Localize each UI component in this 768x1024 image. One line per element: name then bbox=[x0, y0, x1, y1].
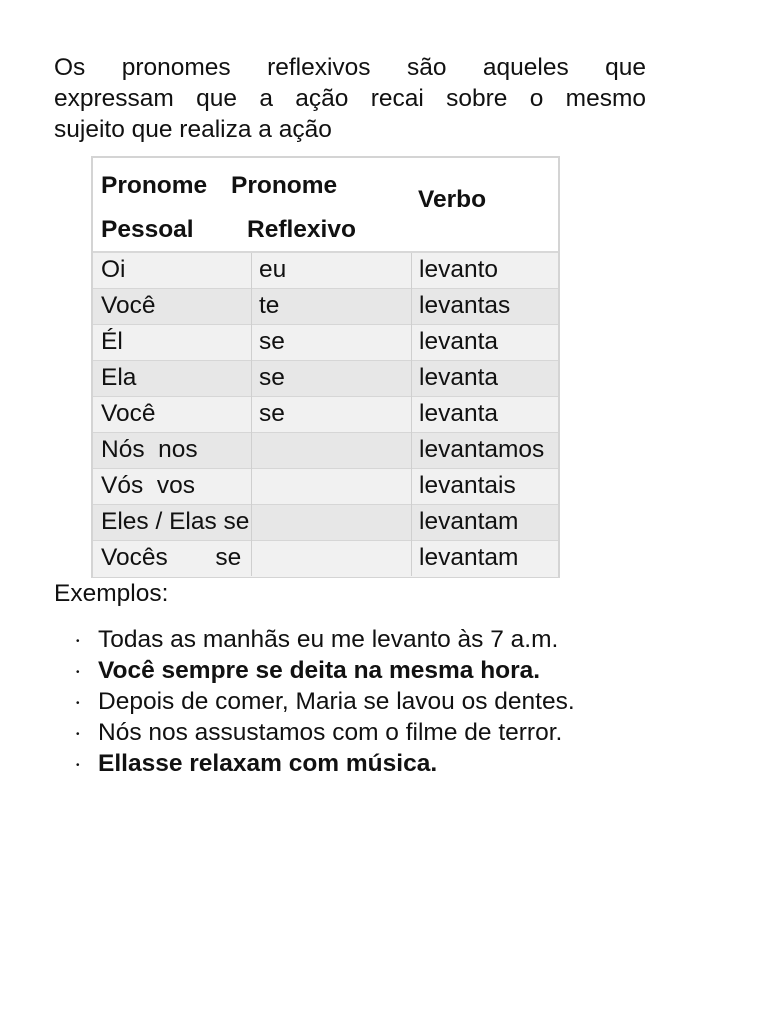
reflexive-pronoun-table bbox=[91, 156, 560, 578]
cell-verbo: levantas bbox=[419, 292, 511, 319]
list-item bbox=[0, 748, 768, 779]
cell-pessoal: Eles / Elas se bbox=[101, 508, 250, 535]
cell-verbo: levanta bbox=[419, 364, 499, 391]
intro-paragraph bbox=[54, 52, 646, 145]
table-row bbox=[93, 433, 558, 469]
example-text: Todas as manhãs eu me levanto às 7 a.m. bbox=[98, 626, 559, 653]
list-item bbox=[0, 624, 768, 655]
cell-pessoal: Você bbox=[101, 400, 156, 427]
column-divider bbox=[251, 253, 252, 576]
cell-verbo: levantamos bbox=[419, 436, 545, 463]
header-pessoal-line1: Pronome bbox=[101, 172, 208, 199]
bullet-icon: • bbox=[76, 667, 80, 678]
table-row bbox=[93, 253, 558, 289]
cell-verbo: levanto bbox=[419, 256, 499, 283]
cell-verbo: levantam bbox=[419, 544, 519, 571]
example-text: Depois de comer, Maria se lavou os dentes. bbox=[98, 688, 575, 715]
table-row bbox=[93, 361, 558, 397]
example-text: Você sempre se deita na mesma hora. bbox=[98, 657, 541, 684]
example-text: Nós nos assustamos com o filme de terror. bbox=[98, 719, 563, 746]
cell-pessoal: Nós nos bbox=[101, 436, 198, 463]
cell-pessoal: Ela bbox=[101, 364, 137, 391]
examples-heading: Exemplos: bbox=[54, 580, 169, 607]
table-row bbox=[93, 469, 558, 505]
table-row bbox=[93, 505, 558, 541]
cell-reflexivo: te bbox=[259, 292, 280, 319]
cell-pessoal: Oi bbox=[101, 256, 126, 283]
cell-reflexivo: se bbox=[259, 364, 285, 391]
column-divider bbox=[411, 253, 412, 576]
bullet-icon: • bbox=[76, 729, 80, 740]
example-text: Ellasse relaxam com música. bbox=[98, 750, 438, 777]
list-item bbox=[0, 655, 768, 686]
intro-line-3: sujeito que realiza a ação bbox=[54, 116, 332, 143]
cell-pessoal: Você bbox=[101, 292, 156, 319]
cell-verbo: levanta bbox=[419, 400, 499, 427]
header-verbo: Verbo bbox=[418, 186, 487, 213]
header-reflexivo-line2: Reflexivo bbox=[247, 216, 356, 243]
table-header bbox=[93, 158, 558, 253]
cell-pessoal: Vós vos bbox=[101, 472, 195, 499]
bullet-icon: • bbox=[76, 760, 80, 771]
header-pessoal-line2: Pessoal bbox=[101, 216, 194, 243]
list-item bbox=[0, 686, 768, 717]
cell-reflexivo: se bbox=[259, 400, 285, 427]
bullet-icon: • bbox=[76, 636, 80, 647]
table-row bbox=[93, 289, 558, 325]
cell-pessoal: Vocês se bbox=[101, 544, 242, 571]
cell-pessoal: Él bbox=[101, 328, 123, 355]
examples-list bbox=[0, 624, 768, 779]
cell-verbo: levanta bbox=[419, 328, 499, 355]
cell-reflexivo: se bbox=[259, 328, 285, 355]
bullet-icon: • bbox=[76, 698, 80, 709]
header-reflexivo-line1: Pronome bbox=[231, 172, 338, 199]
intro-line-2: expressam que a ação recai sobre o mesmo bbox=[54, 85, 646, 112]
cell-verbo: levantam bbox=[419, 508, 519, 535]
intro-line-1: Os pronomes reflexivos são aqueles que bbox=[54, 54, 646, 81]
cell-verbo: levantais bbox=[419, 472, 516, 499]
list-item bbox=[0, 717, 768, 748]
table-row bbox=[93, 397, 558, 433]
table-row bbox=[93, 541, 558, 577]
table-row bbox=[93, 325, 558, 361]
cell-reflexivo: eu bbox=[259, 256, 287, 283]
